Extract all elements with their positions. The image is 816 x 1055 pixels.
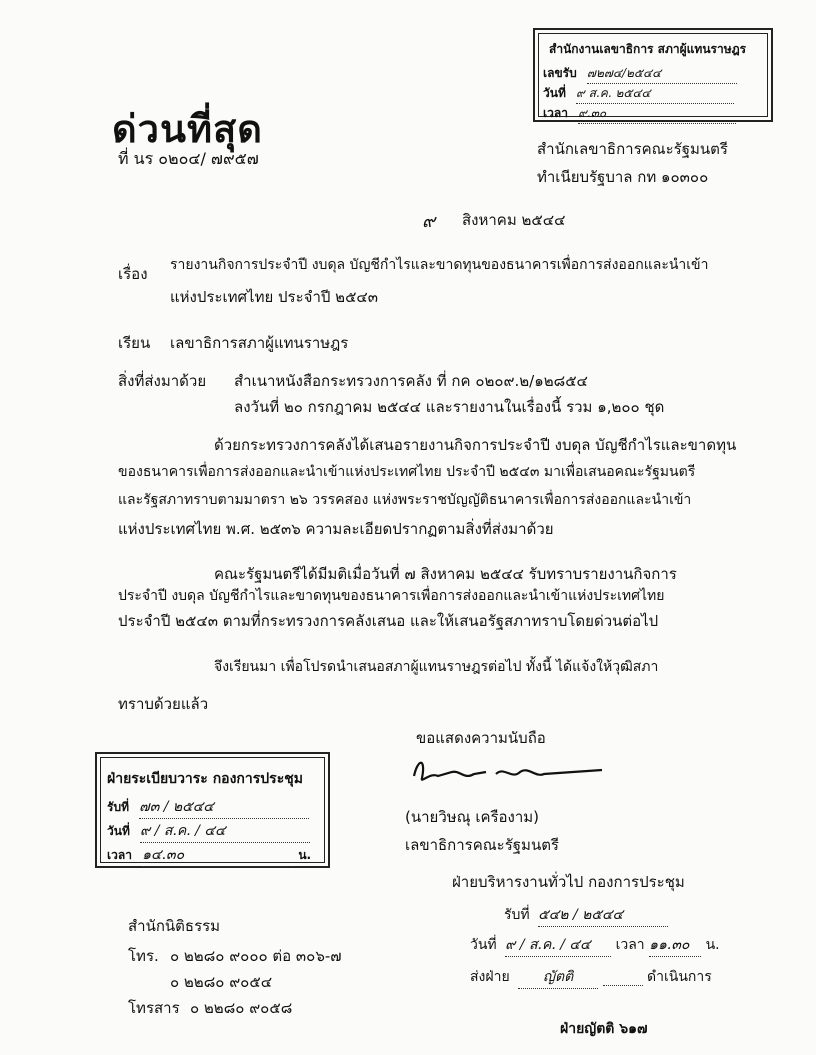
stamp-value: ๕๔๒ / ๒๕๔๔: [538, 904, 668, 927]
signer-position: เลขาธิการคณะรัฐมนตรี: [405, 836, 559, 854]
stamp-row-date: [107, 820, 310, 843]
stamp-label: เวลา: [107, 848, 132, 862]
document-date: สิงหาคม ๒๕๔๔: [462, 211, 566, 229]
footer-tel-1: ๐ ๒๒๘๐ ๙๐๐๐ ต่อ ๓๐๖-๗: [170, 947, 342, 965]
subject-label: เรื่อง: [118, 265, 148, 283]
paragraph-3-line-1: จึงเรียนมา เพื่อโปรดนำเสนอสภาผู้แทนราษฎรต่อไป ทั้งนี้ ได้แจ้งให้วุฒิสภา: [214, 659, 659, 675]
recipient-text: เลขาธิการสภาผู้แทนราษฎร: [170, 334, 349, 352]
stamp-label: รับที่: [107, 800, 129, 814]
stamp-value: ๙ / ส.ค. / ๔๔: [140, 820, 310, 843]
footer-dept: สำนักนิติธรรม: [128, 917, 221, 935]
paragraph-2-line-3: ประจำปี ๒๕๔๓ ตามที่กระทรวงการคลังเสนอ และให้เสนอรัฐสภาทราบโดยด่วนต่อไป: [118, 612, 659, 630]
stamp-suffix: น.: [705, 937, 720, 953]
paragraph-1-line-3: และรัฐสภาทราบตามมาตรา ๒๖ วรรคสอง แห่งพระราชบัญญัติธนาคารเพื่อการส่งออกและนำเข้า: [118, 492, 692, 508]
stamp-value: ๙.๓๐: [578, 104, 736, 124]
subject-line-2: แห่งประเทศไทย ประจำปี ๒๕๔๓: [170, 288, 379, 306]
paragraph-3-line-2: ทราบด้วยแล้ว: [118, 695, 209, 713]
motion-section-note: ฝ่ายญัตติ ๖๑๗: [560, 1021, 648, 1037]
paragraph-1-line-2: ของธนาคารเพื่อการส่งออกและนำเข้าแห่งประเทศไทย ประจำปี ๒๕๔๓ มาเพื่อเสนอคณะรัฐมนตรี: [118, 464, 696, 480]
paragraph-2-line-1: คณะรัฐมนตรีได้มีมติเมื่อวันที่ ๗ สิงหาคม ๒๕๔๔ รับทราบรายงานกิจการ: [214, 565, 677, 583]
stamp-row-date: [543, 84, 734, 104]
stamp-label: วันที่: [470, 937, 497, 953]
general-admin-stamp-title: ฝ่ายบริหารงานทั่วไป กองการประชุม: [452, 873, 685, 891]
stamp-title: ฝ่ายระเบียบวาระ กองการประชุม: [107, 771, 303, 787]
office-name: สำนักเลขาธิการคณะรัฐมนตรี: [537, 140, 728, 158]
stamp-value: ๑๑.๓๐: [649, 934, 701, 957]
stamp-label: เวลา: [615, 937, 645, 953]
signer-name: (นายวิษณุ เครืองาม): [405, 808, 540, 826]
stamp-row-number: [543, 64, 737, 84]
general-admin-send: [470, 966, 712, 989]
stamp-row-time: [107, 844, 311, 867]
stamp-label: วันที่: [107, 824, 130, 838]
footer-fax-label: โทรสาร: [128, 999, 180, 1017]
general-admin-date-time: [470, 934, 720, 957]
stamp-row-received: [107, 796, 309, 819]
top-receiving-stamp: [533, 28, 773, 122]
stamp-label: วันที่: [543, 86, 566, 100]
stamp-label: รับที่: [504, 907, 530, 923]
enclosure-label: สิ่งที่ส่งมาด้วย: [118, 372, 207, 390]
urgent-label: ด่วนที่สุด: [112, 106, 263, 151]
subject-line-1: รายงานกิจการประจำปี งบดุล บัญชีกำไรและขาดทุนของธนาคารเพื่อการส่งออกและนำเข้า: [170, 257, 709, 273]
footer-tel-label: โทร.: [128, 947, 159, 965]
paragraph-1-line-4: แห่งประเทศไทย พ.ศ. ๒๕๓๖ ความละเอียดปรากฏตามสิ่งที่ส่งมาด้วย: [118, 520, 554, 538]
recipient-label: เรียน: [118, 334, 151, 352]
stamp-blank: [603, 969, 643, 986]
stamp-value: ๗๒๗๔/๒๕๔๔: [587, 64, 737, 84]
signature: [404, 752, 604, 792]
stamp-title: สำนักงานเลขาธิการ สภาผู้แทนราษฎร: [549, 42, 747, 56]
stamp-value: ๙ / ส.ค. / ๔๔: [505, 934, 611, 957]
paragraph-2-line-2: ประจำปี งบดุล บัญชีกำไรและขาดทุนของธนาคารเพื่อการส่งออกและนำเข้าแห่งประเทศไทย: [118, 588, 665, 604]
document-number: ที่ นร ๐๒๐๔/ ๗๙๕๗: [118, 149, 259, 168]
stamp-value: ญัตติ: [518, 966, 598, 989]
enclosure-line-2: ลงวันที่ ๒๐ กรกฎาคม ๒๕๔๔ และรายงานในเรื่องนี้ รวม ๑,๒๐๐ ชุด: [234, 398, 665, 416]
enclosure-line-1: สำเนาหนังสือกระทรวงการคลัง ที่ กค ๐๒๐๙.๒/๑๒๘๕๔: [234, 372, 588, 390]
stamp-value: ๗๓ / ๒๕๔๔: [139, 796, 309, 819]
date-day: ๙: [422, 211, 436, 232]
stamp-suffix: น.: [298, 848, 312, 862]
footer-tel-2: ๐ ๒๒๘๐ ๙๐๕๔: [170, 973, 273, 991]
general-admin-received: [504, 904, 668, 927]
footer-fax: ๐ ๒๒๘๐ ๙๐๕๘: [190, 999, 293, 1017]
closing-regards: ขอแสดงความนับถือ: [416, 729, 546, 747]
stamp-row-time: [543, 104, 736, 124]
stamp-label: ส่งฝ่าย: [470, 969, 510, 985]
stamp-label: ดำเนินการ: [647, 969, 712, 985]
stamp-label: เวลา: [543, 106, 568, 120]
agenda-stamp: [95, 752, 330, 868]
paragraph-1-line-1: ด้วยกระทรวงการคลังได้เสนอรายงานกิจการประจำปี งบดุล บัญชีกำไรและขาดทุน: [214, 436, 737, 454]
stamp-label: เลขรับ: [543, 66, 577, 80]
stamp-value: ๙ ส.ค. ๒๕๔๔: [576, 84, 734, 104]
office-address: ทำเนียบรัฐบาล กท ๑๐๓๐๐: [537, 168, 709, 186]
stamp-value: ๑๔.๓๐: [142, 844, 294, 867]
